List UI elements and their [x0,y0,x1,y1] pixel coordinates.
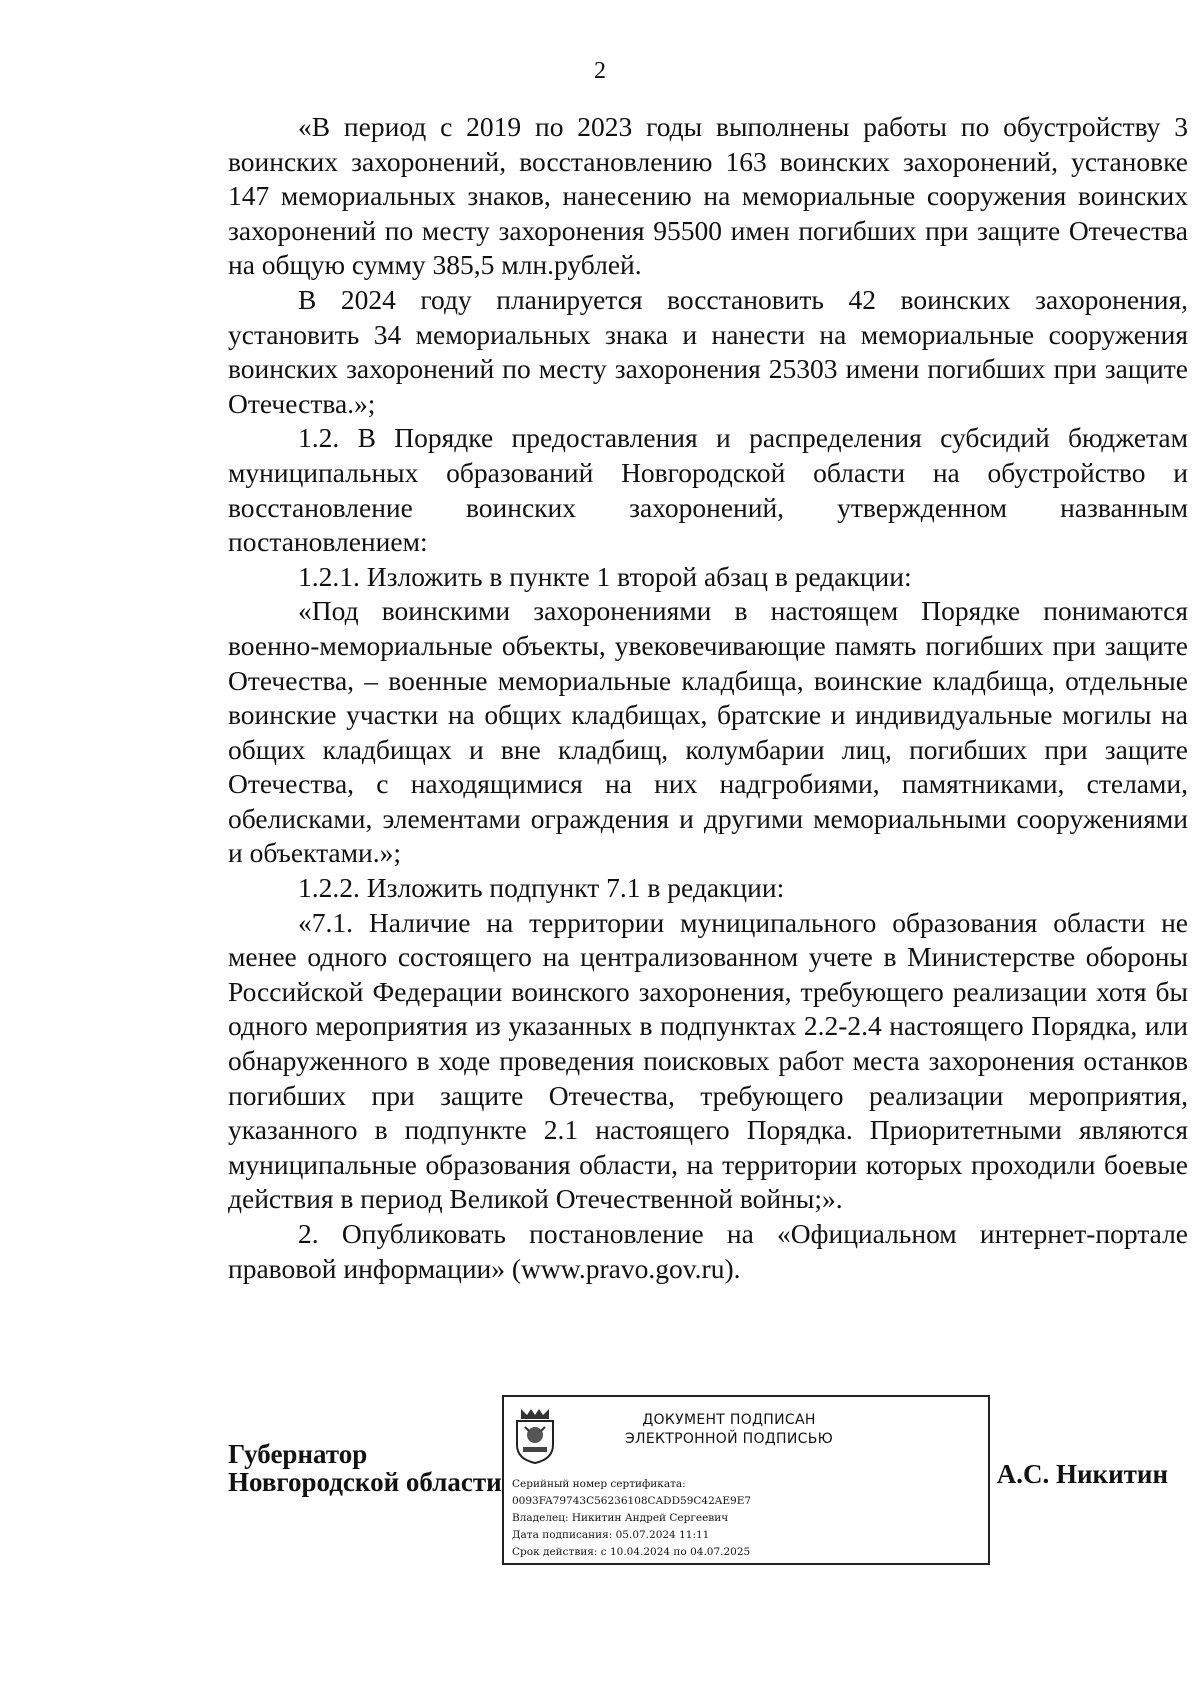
certificate-owner: Владелец: Никитин Андрей Сергеевич [512,1512,729,1524]
paragraph: 1.2. В Порядке предоставления и распределения субсидий бюджетам муниципальных образований Новгородской области на обустройство и восстановление воинских захоронений, утвержденном названным постановлением: [228,422,1188,558]
signer-position-line: Новгородской области [228,1467,502,1497]
stamp-title-line: ДОКУМЕНТ ПОДПИСАН [642,1412,816,1428]
signer-position-line: Губернатор [228,1439,368,1469]
paragraph: 1.2.1. Изложить в пункте 1 второй абзац в редакции: [298,560,912,592]
coat-of-arms-icon [513,1405,557,1465]
paragraph: 2. Опубликовать постановление на «Официальном интернет-портале правовой информации» (www.pravo.gov.ru). [228,1218,1188,1284]
paragraph: «В период с 2019 по 2023 годы выполнены работы по обустройству 3 воинских захоронений, восстановлению 163 воинских захоронений, установке 147 мемориальных знаков, нанесению на мемориальные сооружения воинских захоронений по месту захоронения 95500 имен погибших при защите Отечества на общую сумму 385,5 млн.рублей. [228,111,1188,281]
signing-date: Дата подписания: 05.07.2024 11:11 [512,1529,710,1541]
document-body [228,110,1188,1286]
paragraph: 1.2.2. Изложить подпункт 7.1 в редакции: [298,872,785,904]
page-number: 2 [594,58,606,84]
certificate-label: Серийный номер сертификата: [512,1478,686,1490]
paragraph: «7.1. Наличие на территории муниципального образования области не менее одного состоящего на централизованном учете в Министерстве обороны Российской Федерации воинского захоронения, требующего реализации хотя бы одного мероприятия из указанных в подпунктах 2.2-2.4 настоящего Порядка, или обнаруженного в ходе проведения поисковых работ места захоронения останков погибших при защите Отечества, требующего реализации мероприятия, указанного в подпункте 2.1 настоящего Порядка. Приоритетными являются муниципальные образования области, на территории которых проходили боевые действия в период Великой Отечественной войны;». [228,906,1188,1215]
stamp-details [512,1476,751,1561]
stamp-title [589,1411,869,1449]
paragraph: «Под воинскими захоронениями в настоящем Порядке понимаются военно-мемориальные объекты, увековечивающие память погибших при защите Отечества, – военные мемориальные кладбища, воинские кладбища, отдельные воинские участки на общих кладбищах, братские и индивидуальные могилы на общих кладбищах и вне кладбищ, колумбарии лиц, погибших при защите Отечества, с находящимися на них надгробиями, памятниками, стелами, обелисками, элементами ограждения и другими мемориальными сооружениями и объектами.»; [228,595,1188,869]
signer-name: А.С. Никитин [996,1459,1168,1489]
signature-block [0,1395,1200,1575]
stamp-title-line: ЭЛЕКТРОННОЙ ПОДПИСЬЮ [624,1431,834,1447]
validity-period: Срок действия: с 10.04.2024 по 04.07.2025 [512,1546,751,1558]
certificate-number: 0093FA79743C56236108CADD59C42AE9E7 [512,1495,752,1507]
paragraph: В 2024 году планируется восстановить 42 воинских захоронения, установить 34 мемориальных знака и нанести на мемориальные сооружения воинских захоронений по месту захоронения 25303 имени погибших при защите Отечества.»; [228,283,1188,419]
signer-position [228,1440,502,1496]
electronic-signature-stamp [502,1395,990,1565]
